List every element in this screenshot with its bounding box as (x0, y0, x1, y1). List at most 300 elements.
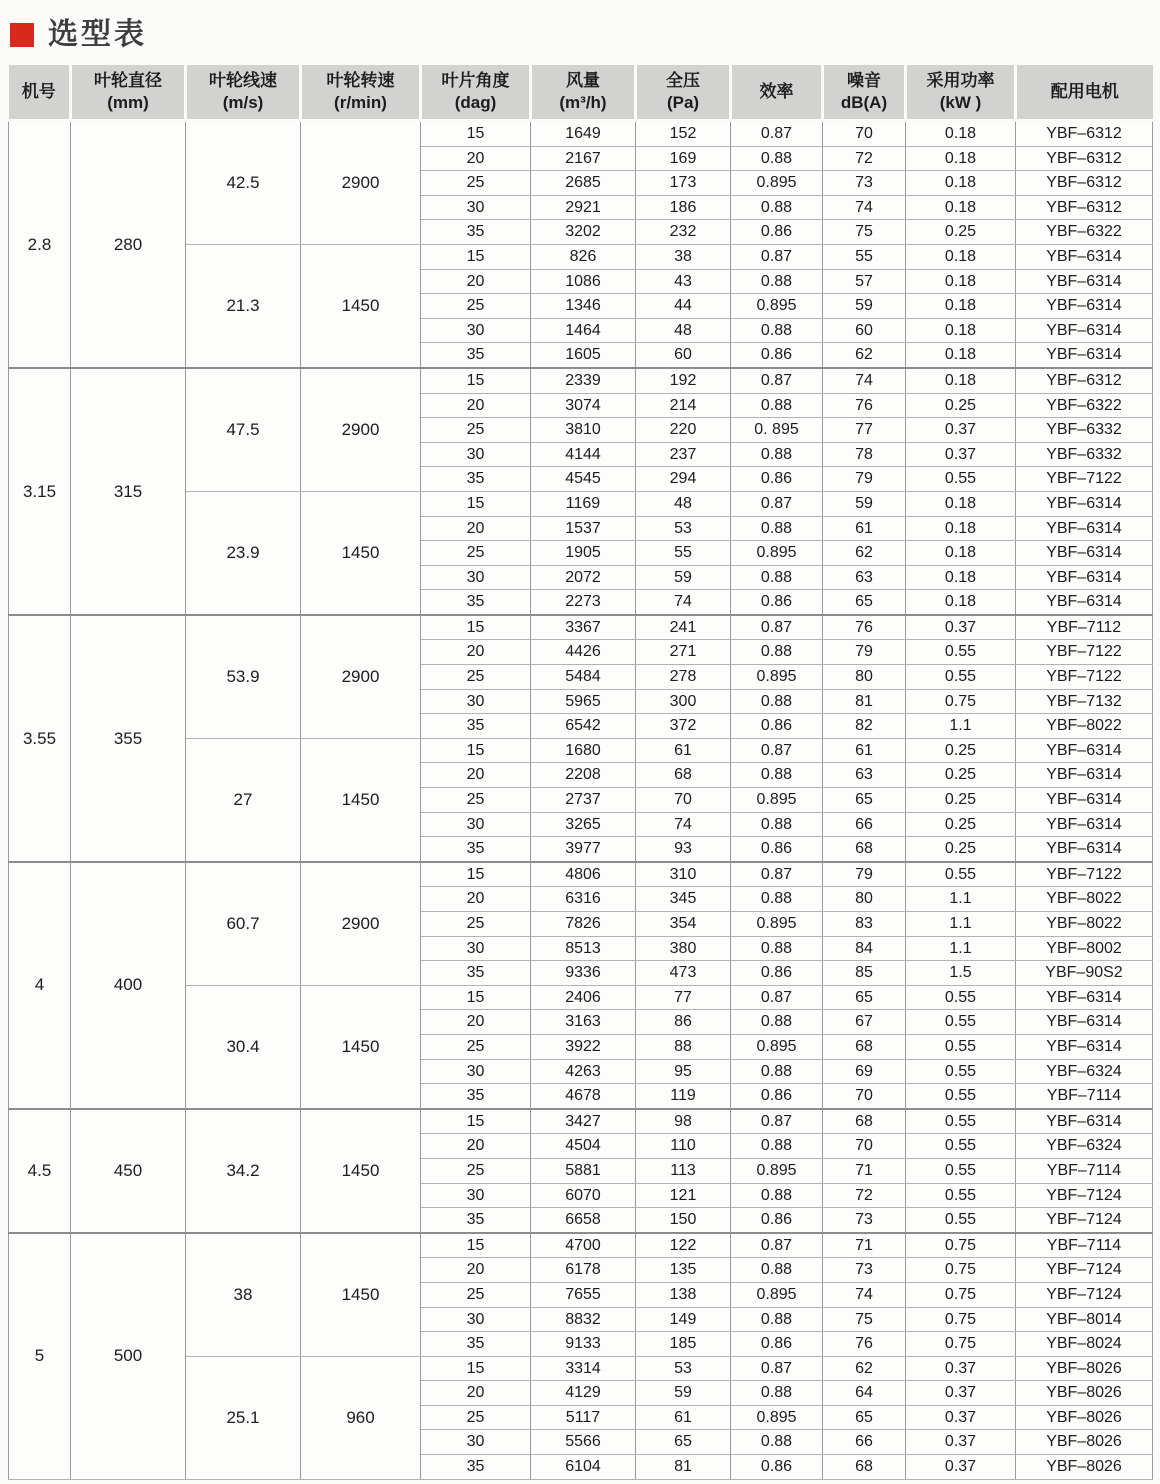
efficiency-cell: 0.86 (731, 714, 823, 739)
rpm-cell: 2900 (301, 368, 421, 491)
pressure-cell: 48 (636, 318, 731, 343)
header-cell: 机号 (9, 65, 71, 121)
pressure-cell: 237 (636, 442, 731, 467)
motor-cell: YBF–6314 (1016, 541, 1153, 566)
power-cell: 0.37 (906, 1455, 1016, 1480)
power-cell: 0.37 (906, 1405, 1016, 1430)
noise-cell: 81 (823, 689, 906, 714)
airflow-cell: 1649 (531, 121, 636, 147)
table-row (9, 1109, 1153, 1134)
angle-cell: 15 (421, 738, 531, 763)
angle-cell: 25 (421, 541, 531, 566)
noise-cell: 68 (823, 837, 906, 862)
angle-cell: 35 (421, 590, 531, 615)
efficiency-cell: 0.895 (731, 171, 823, 196)
efficiency-cell: 0.87 (731, 1109, 823, 1134)
power-cell: 0.18 (906, 343, 1016, 368)
angle-cell: 20 (421, 146, 531, 171)
motor-cell: YBF–6324 (1016, 1059, 1153, 1084)
airflow-cell: 2737 (531, 788, 636, 813)
efficiency-cell: 0.895 (731, 294, 823, 319)
motor-cell: YBF–7124 (1016, 1208, 1153, 1233)
airflow-cell: 3202 (531, 220, 636, 245)
pressure-cell: 278 (636, 665, 731, 690)
noise-cell: 59 (823, 491, 906, 516)
efficiency-cell: 0.88 (731, 393, 823, 418)
angle-cell: 30 (421, 565, 531, 590)
noise-cell: 66 (823, 812, 906, 837)
motor-cell: YBF–8026 (1016, 1455, 1153, 1480)
power-cell: 0.25 (906, 788, 1016, 813)
power-cell: 0.55 (906, 1059, 1016, 1084)
angle-cell: 30 (421, 442, 531, 467)
airflow-cell: 9336 (531, 961, 636, 986)
pressure-cell: 61 (636, 738, 731, 763)
noise-cell: 74 (823, 195, 906, 220)
airflow-cell: 1086 (531, 269, 636, 294)
motor-cell: YBF–90S2 (1016, 961, 1153, 986)
noise-cell: 66 (823, 1430, 906, 1455)
speed-cell: 21.3 (186, 244, 301, 367)
motor-cell: YBF–8024 (1016, 1332, 1153, 1357)
noise-cell: 65 (823, 590, 906, 615)
pressure-cell: 74 (636, 590, 731, 615)
noise-cell: 62 (823, 343, 906, 368)
angle-cell: 30 (421, 318, 531, 343)
power-cell: 0.18 (906, 565, 1016, 590)
angle-cell: 35 (421, 1084, 531, 1109)
angle-cell: 15 (421, 985, 531, 1010)
angle-cell: 35 (421, 714, 531, 739)
pressure-cell: 294 (636, 467, 731, 492)
angle-cell: 15 (421, 1356, 531, 1381)
airflow-cell: 1905 (531, 541, 636, 566)
noise-cell: 65 (823, 788, 906, 813)
efficiency-cell: 0.88 (731, 1381, 823, 1406)
airflow-cell: 3977 (531, 837, 636, 862)
header-cell: 叶轮线速 (m/s) (186, 65, 301, 121)
speed-cell: 23.9 (186, 491, 301, 614)
rpm-cell: 1450 (301, 738, 421, 861)
noise-cell: 84 (823, 936, 906, 961)
efficiency-cell: 0.87 (731, 615, 823, 640)
airflow-cell: 7655 (531, 1282, 636, 1307)
rpm-cell: 1450 (301, 1109, 421, 1233)
efficiency-cell: 0.86 (731, 1084, 823, 1109)
angle-cell: 20 (421, 516, 531, 541)
angle-cell: 20 (421, 1134, 531, 1159)
speed-cell: 42.5 (186, 121, 301, 245)
pressure-cell: 61 (636, 1405, 731, 1430)
table-row (9, 1233, 1153, 1258)
noise-cell: 80 (823, 665, 906, 690)
motor-cell: YBF–6314 (1016, 763, 1153, 788)
motor-cell: YBF–6314 (1016, 516, 1153, 541)
motor-cell: YBF–6314 (1016, 318, 1153, 343)
airflow-cell: 6070 (531, 1183, 636, 1208)
efficiency-cell: 0.88 (731, 812, 823, 837)
motor-cell: YBF–6314 (1016, 985, 1153, 1010)
efficiency-cell: 0.88 (731, 887, 823, 912)
power-cell: 0.18 (906, 590, 1016, 615)
motor-cell: YBF–8026 (1016, 1356, 1153, 1381)
pressure-cell: 121 (636, 1183, 731, 1208)
motor-cell: YBF–7124 (1016, 1258, 1153, 1283)
pressure-cell: 88 (636, 1034, 731, 1059)
header-cell: 配用电机 (1016, 65, 1153, 121)
motor-cell: YBF–8014 (1016, 1307, 1153, 1332)
efficiency-cell: 0.88 (731, 269, 823, 294)
header-cell: 叶轮直径 (mm) (71, 65, 186, 121)
power-cell: 0.55 (906, 862, 1016, 887)
efficiency-cell: 0.88 (731, 442, 823, 467)
angle-cell: 25 (421, 294, 531, 319)
power-cell: 1.5 (906, 961, 1016, 986)
power-cell: 0.55 (906, 467, 1016, 492)
power-cell: 0.55 (906, 1208, 1016, 1233)
pressure-cell: 214 (636, 393, 731, 418)
angle-cell: 35 (421, 1455, 531, 1480)
power-cell: 0.55 (906, 1034, 1016, 1059)
airflow-cell: 5566 (531, 1430, 636, 1455)
noise-cell: 68 (823, 1109, 906, 1134)
angle-cell: 20 (421, 269, 531, 294)
title-bullet-icon (10, 23, 34, 47)
rpm-cell: 2900 (301, 615, 421, 738)
angle-cell: 15 (421, 244, 531, 269)
airflow-cell: 2921 (531, 195, 636, 220)
angle-cell: 30 (421, 812, 531, 837)
airflow-cell: 826 (531, 244, 636, 269)
angle-cell: 35 (421, 343, 531, 368)
efficiency-cell: 0.88 (731, 318, 823, 343)
model-cell: 4 (9, 862, 71, 1109)
noise-cell: 85 (823, 961, 906, 986)
pressure-cell: 220 (636, 418, 731, 443)
angle-cell: 20 (421, 887, 531, 912)
noise-cell: 76 (823, 1332, 906, 1357)
motor-cell: YBF–6312 (1016, 121, 1153, 147)
power-cell: 0.37 (906, 1356, 1016, 1381)
efficiency-cell: 0.87 (731, 1356, 823, 1381)
airflow-cell: 5117 (531, 1405, 636, 1430)
noise-cell: 82 (823, 714, 906, 739)
header-cell: 叶片角度 (dag) (421, 65, 531, 121)
angle-cell: 30 (421, 1183, 531, 1208)
power-cell: 0.18 (906, 146, 1016, 171)
motor-cell: YBF–7122 (1016, 862, 1153, 887)
efficiency-cell: 0.88 (731, 1134, 823, 1159)
speed-cell: 30.4 (186, 985, 301, 1108)
power-cell: 0.55 (906, 640, 1016, 665)
efficiency-cell: 0.895 (731, 665, 823, 690)
efficiency-cell: 0.895 (731, 1034, 823, 1059)
noise-cell: 73 (823, 1208, 906, 1233)
airflow-cell: 2406 (531, 985, 636, 1010)
diameter-cell: 400 (71, 862, 186, 1109)
noise-cell: 64 (823, 1381, 906, 1406)
airflow-cell: 3074 (531, 393, 636, 418)
angle-cell: 20 (421, 640, 531, 665)
airflow-cell: 5965 (531, 689, 636, 714)
model-cell: 5 (9, 1233, 71, 1479)
airflow-cell: 6104 (531, 1455, 636, 1480)
pressure-cell: 310 (636, 862, 731, 887)
angle-cell: 25 (421, 418, 531, 443)
airflow-cell: 2208 (531, 763, 636, 788)
airflow-cell: 3922 (531, 1034, 636, 1059)
angle-cell: 30 (421, 689, 531, 714)
airflow-cell: 7826 (531, 912, 636, 937)
power-cell: 0.18 (906, 195, 1016, 220)
power-cell: 0.55 (906, 665, 1016, 690)
angle-cell: 25 (421, 1158, 531, 1183)
power-cell: 0.55 (906, 1010, 1016, 1035)
efficiency-cell: 0.86 (731, 220, 823, 245)
noise-cell: 75 (823, 1307, 906, 1332)
motor-cell: YBF–6312 (1016, 171, 1153, 196)
efficiency-cell: 0.895 (731, 1282, 823, 1307)
efficiency-cell: 0.88 (731, 565, 823, 590)
header-cell: 采用功率 (kW ) (906, 65, 1016, 121)
power-cell: 0.75 (906, 1332, 1016, 1357)
diameter-cell: 280 (71, 121, 186, 368)
pressure-cell: 60 (636, 343, 731, 368)
airflow-cell: 2339 (531, 368, 636, 393)
angle-cell: 15 (421, 121, 531, 147)
efficiency-cell: 0.86 (731, 1455, 823, 1480)
speed-cell: 47.5 (186, 368, 301, 491)
power-cell: 0.25 (906, 763, 1016, 788)
efficiency-cell: 0.88 (731, 1258, 823, 1283)
efficiency-cell: 0.87 (731, 491, 823, 516)
airflow-cell: 1605 (531, 343, 636, 368)
motor-cell: YBF–7114 (1016, 1158, 1153, 1183)
airflow-cell: 5484 (531, 665, 636, 690)
motor-cell: YBF–8022 (1016, 887, 1153, 912)
power-cell: 0.25 (906, 220, 1016, 245)
pressure-cell: 372 (636, 714, 731, 739)
efficiency-cell: 0.87 (731, 368, 823, 393)
motor-cell: YBF–7112 (1016, 615, 1153, 640)
model-cell: 3.55 (9, 615, 71, 862)
angle-cell: 25 (421, 1405, 531, 1430)
airflow-cell: 1680 (531, 738, 636, 763)
efficiency-cell: 0.88 (731, 195, 823, 220)
page-title: 选型表 (48, 18, 147, 51)
motor-cell: YBF–6312 (1016, 368, 1153, 393)
power-cell: 0.18 (906, 541, 1016, 566)
airflow-cell: 2167 (531, 146, 636, 171)
speed-cell: 27 (186, 738, 301, 861)
angle-cell: 20 (421, 1381, 531, 1406)
angle-cell: 35 (421, 220, 531, 245)
pressure-cell: 77 (636, 985, 731, 1010)
airflow-cell: 4678 (531, 1084, 636, 1109)
noise-cell: 70 (823, 1084, 906, 1109)
angle-cell: 15 (421, 1233, 531, 1258)
airflow-cell: 8513 (531, 936, 636, 961)
pressure-cell: 354 (636, 912, 731, 937)
airflow-cell: 3314 (531, 1356, 636, 1381)
airflow-cell: 6316 (531, 887, 636, 912)
airflow-cell: 6178 (531, 1258, 636, 1283)
airflow-cell: 4426 (531, 640, 636, 665)
angle-cell: 35 (421, 961, 531, 986)
efficiency-cell: 0.86 (731, 1332, 823, 1357)
pressure-cell: 169 (636, 146, 731, 171)
noise-cell: 75 (823, 220, 906, 245)
motor-cell: YBF–6322 (1016, 393, 1153, 418)
noise-cell: 72 (823, 1183, 906, 1208)
table-body (9, 121, 1153, 1480)
efficiency-cell: 0.88 (731, 516, 823, 541)
motor-cell: YBF–6314 (1016, 738, 1153, 763)
motor-cell: YBF–6314 (1016, 788, 1153, 813)
noise-cell: 70 (823, 1134, 906, 1159)
pressure-cell: 380 (636, 936, 731, 961)
motor-cell: YBF–6314 (1016, 565, 1153, 590)
noise-cell: 73 (823, 1258, 906, 1283)
rpm-cell: 2900 (301, 121, 421, 245)
efficiency-cell: 0.87 (731, 862, 823, 887)
noise-cell: 68 (823, 1455, 906, 1480)
pressure-cell: 44 (636, 294, 731, 319)
efficiency-cell: 0.895 (731, 1405, 823, 1430)
pressure-cell: 48 (636, 491, 731, 516)
noise-cell: 62 (823, 1356, 906, 1381)
pressure-cell: 110 (636, 1134, 731, 1159)
pressure-cell: 150 (636, 1208, 731, 1233)
angle-cell: 25 (421, 788, 531, 813)
pressure-cell: 43 (636, 269, 731, 294)
motor-cell: YBF–6314 (1016, 491, 1153, 516)
airflow-cell: 4700 (531, 1233, 636, 1258)
rpm-cell: 2900 (301, 862, 421, 985)
airflow-cell: 5881 (531, 1158, 636, 1183)
pressure-cell: 68 (636, 763, 731, 788)
pressure-cell: 53 (636, 516, 731, 541)
power-cell: 0.37 (906, 1430, 1016, 1455)
airflow-cell: 2685 (531, 171, 636, 196)
airflow-cell: 8832 (531, 1307, 636, 1332)
angle-cell: 30 (421, 1059, 531, 1084)
power-cell: 0.25 (906, 738, 1016, 763)
pressure-cell: 53 (636, 1356, 731, 1381)
noise-cell: 55 (823, 244, 906, 269)
efficiency-cell: 0.88 (731, 640, 823, 665)
pressure-cell: 95 (636, 1059, 731, 1084)
angle-cell: 35 (421, 1332, 531, 1357)
motor-cell: YBF–6314 (1016, 1010, 1153, 1035)
motor-cell: YBF–8026 (1016, 1405, 1153, 1430)
pressure-cell: 149 (636, 1307, 731, 1332)
power-cell: 1.1 (906, 887, 1016, 912)
angle-cell: 15 (421, 368, 531, 393)
header-cell: 全压 (Pa) (636, 65, 731, 121)
angle-cell: 25 (421, 1034, 531, 1059)
rpm-cell: 1450 (301, 491, 421, 614)
efficiency-cell: 0. 895 (731, 418, 823, 443)
noise-cell: 60 (823, 318, 906, 343)
airflow-cell: 3163 (531, 1010, 636, 1035)
diameter-cell: 500 (71, 1233, 186, 1479)
noise-cell: 83 (823, 912, 906, 937)
angle-cell: 30 (421, 195, 531, 220)
power-cell: 0.18 (906, 318, 1016, 343)
angle-cell: 25 (421, 171, 531, 196)
angle-cell: 20 (421, 393, 531, 418)
pressure-cell: 122 (636, 1233, 731, 1258)
power-cell: 0.25 (906, 812, 1016, 837)
motor-cell: YBF–6314 (1016, 343, 1153, 368)
efficiency-cell: 0.87 (731, 738, 823, 763)
airflow-cell: 3265 (531, 812, 636, 837)
power-cell: 0.75 (906, 1282, 1016, 1307)
angle-cell: 35 (421, 1208, 531, 1233)
pressure-cell: 300 (636, 689, 731, 714)
angle-cell: 15 (421, 1109, 531, 1134)
rpm-cell: 960 (301, 1356, 421, 1479)
noise-cell: 63 (823, 565, 906, 590)
angle-cell: 15 (421, 491, 531, 516)
noise-cell: 59 (823, 294, 906, 319)
power-cell: 0.18 (906, 269, 1016, 294)
rpm-cell: 1450 (301, 244, 421, 367)
noise-cell: 57 (823, 269, 906, 294)
motor-cell: YBF–7124 (1016, 1282, 1153, 1307)
airflow-cell: 1346 (531, 294, 636, 319)
airflow-cell: 9133 (531, 1332, 636, 1357)
noise-cell: 69 (823, 1059, 906, 1084)
airflow-cell: 4806 (531, 862, 636, 887)
motor-cell: YBF–6312 (1016, 146, 1153, 171)
noise-cell: 76 (823, 393, 906, 418)
pressure-cell: 65 (636, 1430, 731, 1455)
power-cell: 0.37 (906, 442, 1016, 467)
speed-cell: 60.7 (186, 862, 301, 985)
noise-cell: 79 (823, 640, 906, 665)
header-cell: 风量 (m³/h) (531, 65, 636, 121)
motor-cell: YBF–6314 (1016, 294, 1153, 319)
airflow-cell: 4129 (531, 1381, 636, 1406)
noise-cell: 63 (823, 763, 906, 788)
rpm-cell: 1450 (301, 1233, 421, 1356)
speed-cell: 38 (186, 1233, 301, 1356)
header-cell: 叶轮转速 (r/min) (301, 65, 421, 121)
efficiency-cell: 0.86 (731, 467, 823, 492)
pressure-cell: 135 (636, 1258, 731, 1283)
power-cell: 0.37 (906, 615, 1016, 640)
noise-cell: 80 (823, 887, 906, 912)
power-cell: 0.55 (906, 1084, 1016, 1109)
noise-cell: 65 (823, 985, 906, 1010)
angle-cell: 35 (421, 837, 531, 862)
motor-cell: YBF–7114 (1016, 1084, 1153, 1109)
rpm-cell: 1450 (301, 985, 421, 1108)
efficiency-cell: 0.87 (731, 244, 823, 269)
power-cell: 0.75 (906, 1307, 1016, 1332)
pressure-cell: 473 (636, 961, 731, 986)
pressure-cell: 186 (636, 195, 731, 220)
noise-cell: 78 (823, 442, 906, 467)
noise-cell: 65 (823, 1405, 906, 1430)
motor-cell: YBF–7122 (1016, 640, 1153, 665)
model-cell: 2.8 (9, 121, 71, 368)
noise-cell: 71 (823, 1233, 906, 1258)
motor-cell: YBF–8002 (1016, 936, 1153, 961)
efficiency-cell: 0.86 (731, 343, 823, 368)
